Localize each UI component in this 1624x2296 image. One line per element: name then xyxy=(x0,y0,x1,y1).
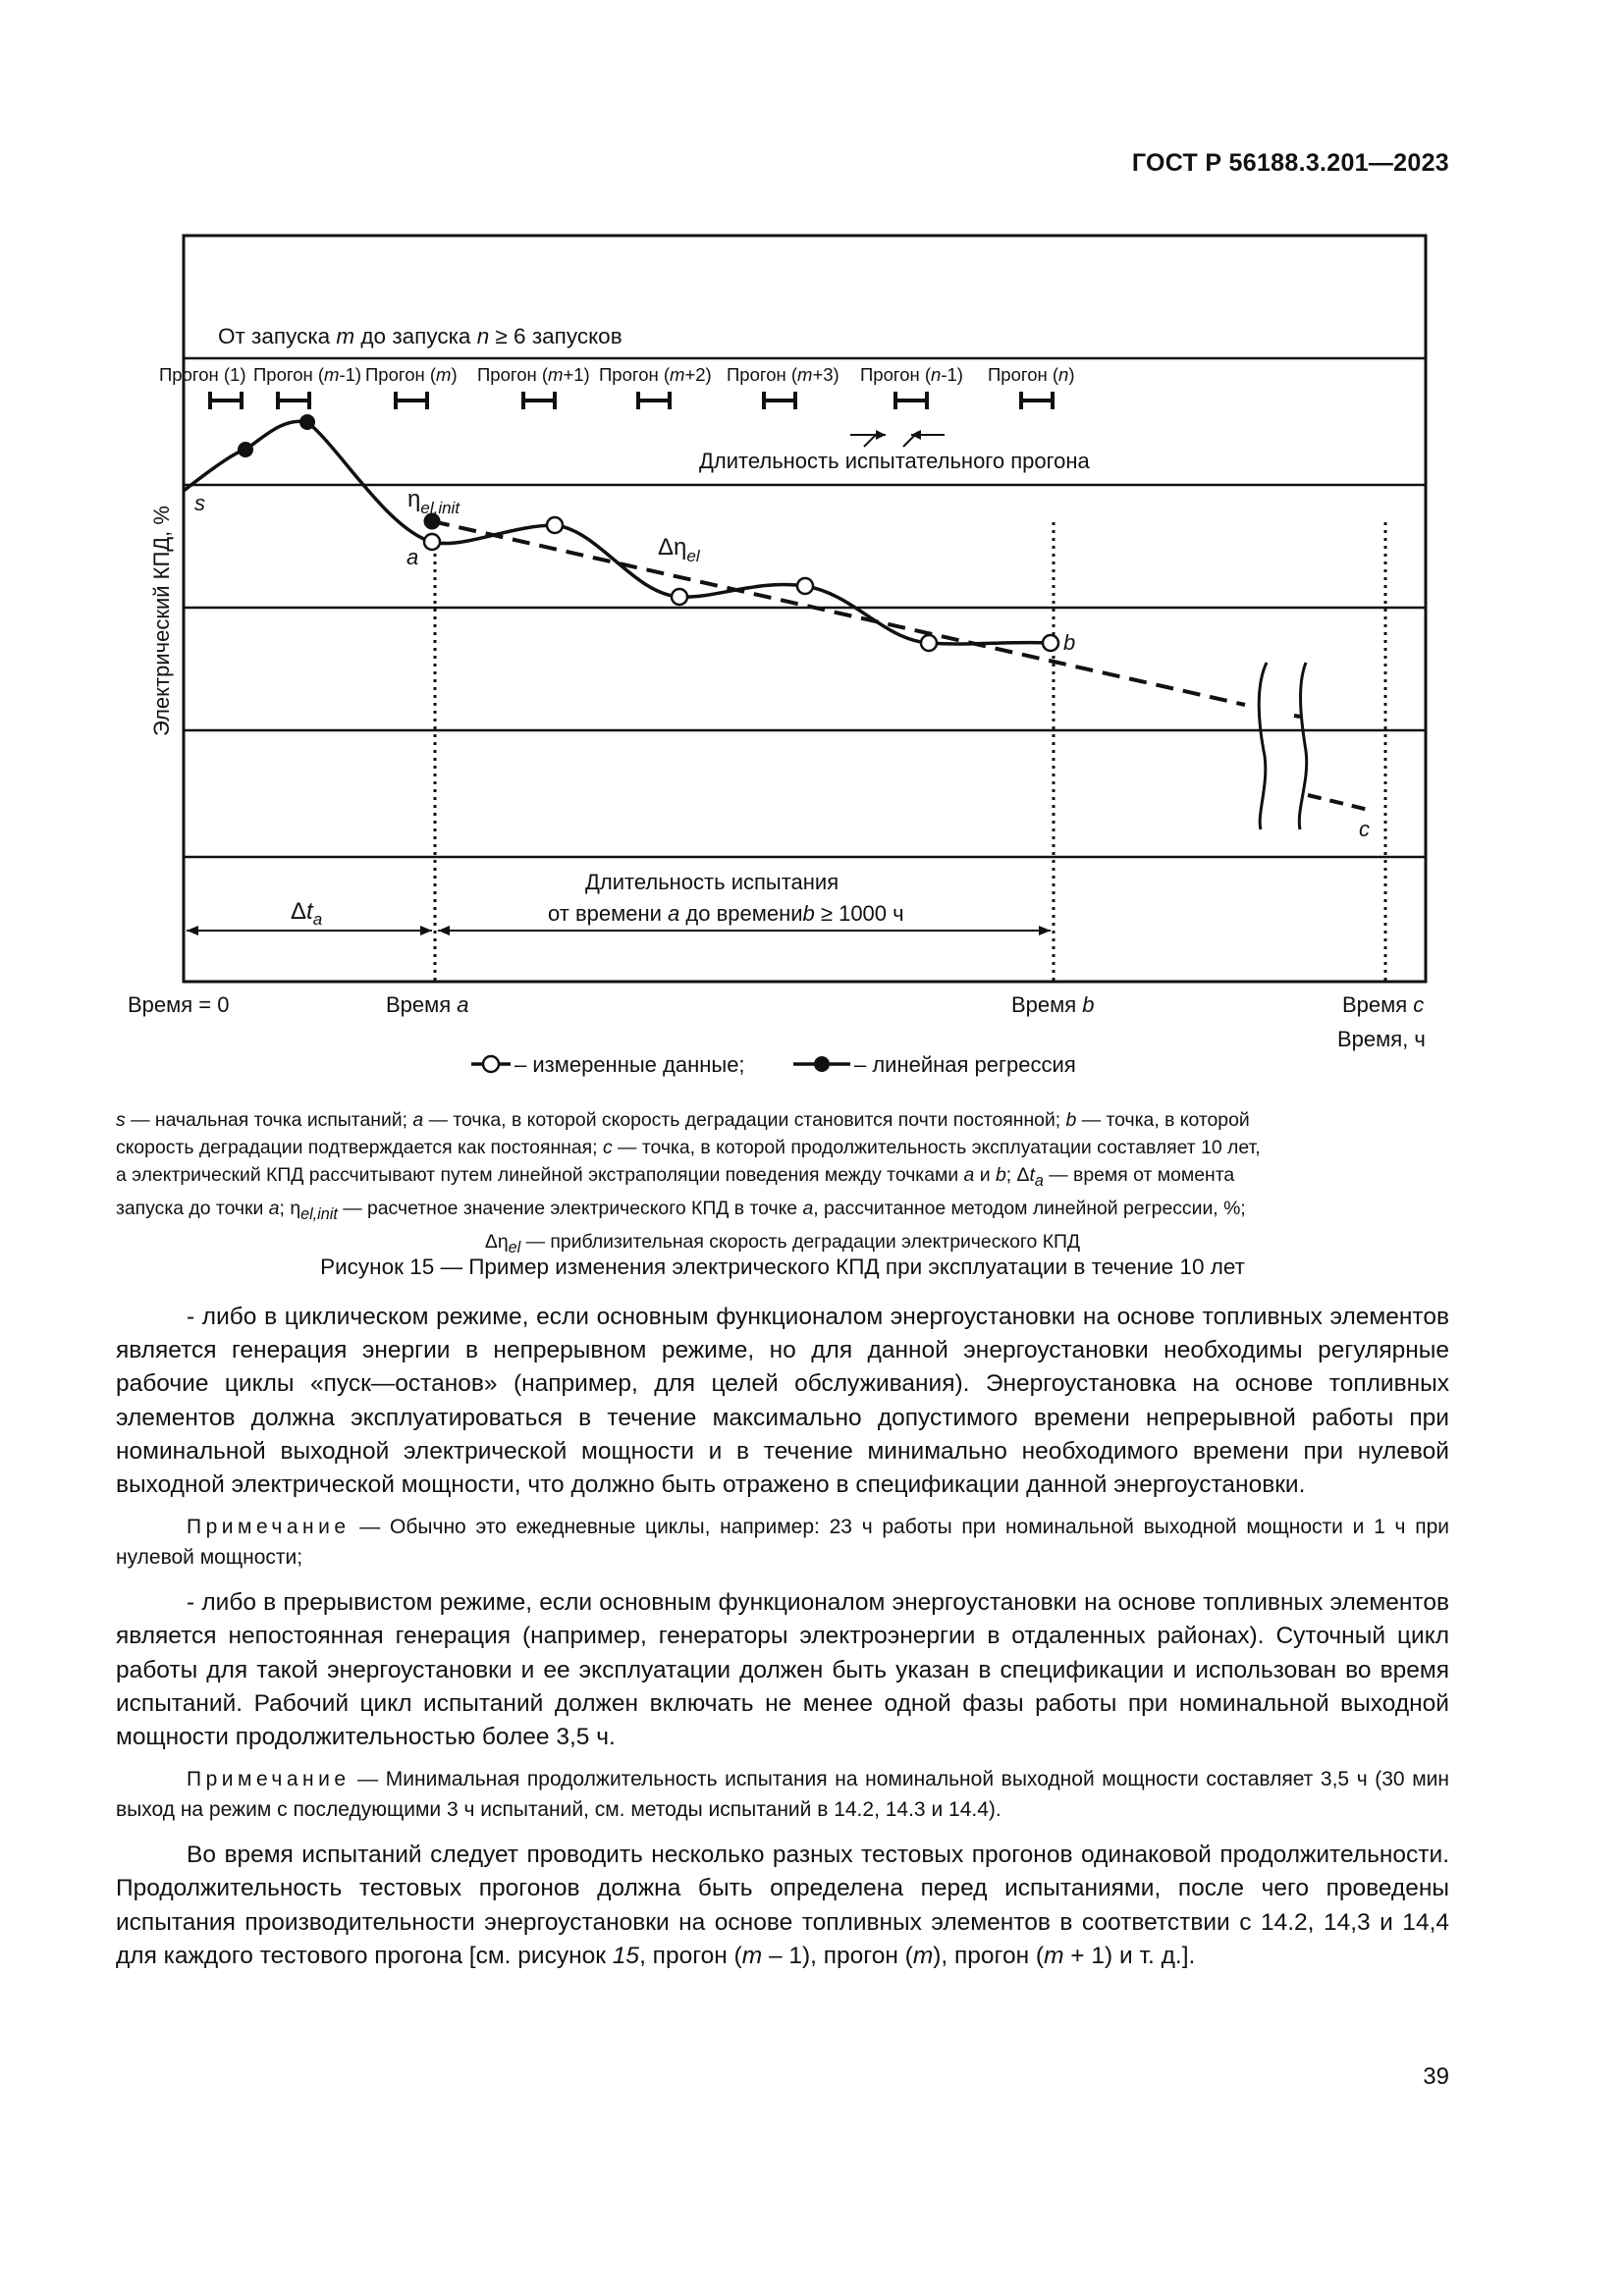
arrowhead-td-right xyxy=(1039,926,1051,935)
run-marker-5 xyxy=(638,392,670,409)
regression-point-2 xyxy=(299,414,315,430)
curve-break-right xyxy=(1299,663,1306,829)
curve-break-left xyxy=(1259,663,1267,829)
run-duration-label: Длительность испытательного прогона xyxy=(699,449,1090,473)
run-label-2: Прогон (m-1) xyxy=(253,364,362,385)
label-s: s xyxy=(194,491,205,515)
note-1: Примечание — Обычно это ежедневные циклы, например: 23 ч работы при номинальной выходной мощности и 1 ч при нулевой мощности; xyxy=(116,1516,1449,1570)
time-c-label: Время c xyxy=(1342,992,1425,1017)
label-b: b xyxy=(1063,630,1076,655)
regression-tick xyxy=(1294,716,1300,717)
figure-explanation xyxy=(116,1106,1449,1261)
run-marker-4 xyxy=(523,392,555,409)
label-delta-eta: $\Delta\eta_{el}$ xyxy=(658,534,700,565)
run-label-6: Прогон (m+3) xyxy=(727,364,839,385)
measured-point-3 xyxy=(672,589,687,605)
legend-measured-label: – измеренные данные; xyxy=(514,1052,745,1077)
run-marker-8 xyxy=(1021,392,1053,409)
test-duration-line1: Длительность испытания xyxy=(585,870,839,894)
paragraph-cyclic: - либо в циклическом режиме, если основным функционалом энергоустановки на основе топливных элементов является генерация энергии в непрерывном режиме, но для данной энергоустановки необходимы регулярные рабочие циклы «пуск—останов» (например, для целей обслуживания). Энергоустановка на основе топливных элементов должна эксплуатироваться в течение максимально допустимого времени непрерывной работы при номинальной выходной электрической мощности и в течение минимально необходимого времени при нулевой выходной электрической мощности, что должно быть отражено в спецификации данной энергоустановки. xyxy=(116,1304,1449,1499)
efficiency-figure xyxy=(0,0,1624,1104)
regression-extrapolated xyxy=(1308,795,1373,811)
figure-title: Рисунок 15 — Пример изменения электрического КПД при эксплуатации в течение 10 лет xyxy=(320,1255,1245,1279)
run-label-8: Прогон (n) xyxy=(988,364,1075,385)
run-label-3: Прогон (m) xyxy=(365,364,458,385)
measured-point-2 xyxy=(547,517,563,533)
arrowhead-dt-right xyxy=(420,926,432,935)
run-label-7: Прогон (n-1) xyxy=(860,364,963,385)
run-label-1: Прогон (1) xyxy=(159,364,246,385)
label-a: a xyxy=(406,545,419,569)
note-2: Примечание — Минимальная продолжительность испытания на номинальной выходной мощности составляет 3,5 ч (30 мин выход на режим с последующими 3 ч испытаний, см. методы испытаний в 14.2, 14.3 и 14.4). xyxy=(116,1768,1449,1822)
arrowhead-right xyxy=(876,430,886,440)
paragraph-intermittent: - либо в прерывистом режиме, если основным функционалом энергоустановки на основе топливных элементов является непостоянная генерация (например, генераторы электроэнергии в отдаленных районах). Суточный цикл работы для такой энергоустановки и ее эксплуатации должен быть указан в спецификации и использован во время испытаний. Рабочий цикл испытаний должен включать не менее одной фазы работы при номинальной выходной мощности продолжительностью более 3,5 ч. xyxy=(116,1589,1449,1751)
run-marker-3 xyxy=(396,392,427,409)
run-label-4: Прогон (m+1) xyxy=(477,364,590,385)
explanation-line-3: а электрический КПД рассчитывают путем линейной экстраполяции поведения между точками a и b; $\Delta t_a$ — время от момента xyxy=(116,1164,1235,1190)
time-a-label: Время a xyxy=(386,992,469,1017)
run-marker-1 xyxy=(210,392,242,409)
x-axis-label: Время, ч xyxy=(1337,1027,1426,1051)
top-label: От запуска m до запуска n ≥ 6 запусков xyxy=(218,324,623,348)
legend xyxy=(471,1052,1076,1077)
paragraph-test-runs: Во время испытаний следует проводить несколько разных тестовых прогонов одинаковой продолжительности. Продолжительность тестовых прогонов должна быть определена перед испытаниями, после чего проведены испытания производительности энергоустановки на основе топливных элементов в соответствии с 14.2, 14,3 и 14,4 для каждого тестового прогона [см. рисунок 15, прогон (m – 1), прогон (m), прогон (m + 1) и т. д.]. xyxy=(116,1842,1449,1969)
page-number: 39 xyxy=(1423,2063,1449,2090)
run-marker-2 xyxy=(278,392,309,409)
legend-regression-label: – линейная регрессия xyxy=(854,1052,1076,1077)
label-eta-init: $\eta_{el,init}$ xyxy=(407,486,460,517)
body-text xyxy=(116,1301,1449,1983)
label-c: c xyxy=(1359,817,1370,841)
y-axis-label: Электрический КПД, % xyxy=(149,506,174,736)
explanation-line-1: s — начальная точка испытаний; a — точка, в которой скорость деградации становится почти постоянной; b — точка, в которой xyxy=(116,1109,1250,1131)
run-marker-6 xyxy=(764,392,795,409)
explanation-line-4: запуска до точки a; $\eta_{el,init}$ — расчетное значение электрического КПД в точке a, рассчитанное методом линейной регрессии, %; xyxy=(116,1197,1246,1223)
explanation-line-5: $\Delta\eta_{el}$ — приблизительная скорость деградации электрического КПД xyxy=(484,1230,1081,1256)
regression-point-1 xyxy=(238,442,253,457)
time-b-label: Время b xyxy=(1011,992,1095,1017)
measured-point-a xyxy=(424,534,440,550)
standard-header: ГОСТ Р 56188.3.201—2023 xyxy=(1131,149,1449,177)
legend-regression-marker xyxy=(814,1056,830,1072)
measured-point-4 xyxy=(797,578,813,594)
time-zero-label: Время = 0 xyxy=(128,992,230,1017)
arrowhead-dt-left xyxy=(187,926,198,935)
explanation-line-2: скорость деградации подтверждается как постоянная; c — точка, в которой продолжительность эксплуатации составляет 10 лет, xyxy=(116,1137,1261,1158)
regression-line xyxy=(432,521,1245,705)
measured-point-5 xyxy=(921,635,937,651)
legend-measured-marker xyxy=(483,1056,499,1072)
run-label-5: Прогон (m+2) xyxy=(599,364,712,385)
label-delta-t: $\Delta t_a$ xyxy=(291,898,323,929)
measured-point-b xyxy=(1043,635,1058,651)
run-marker-7 xyxy=(895,392,927,409)
test-duration-line2: от времени a до времениb ≥ 1000 ч xyxy=(548,901,904,926)
arrowhead-td-left xyxy=(438,926,450,935)
